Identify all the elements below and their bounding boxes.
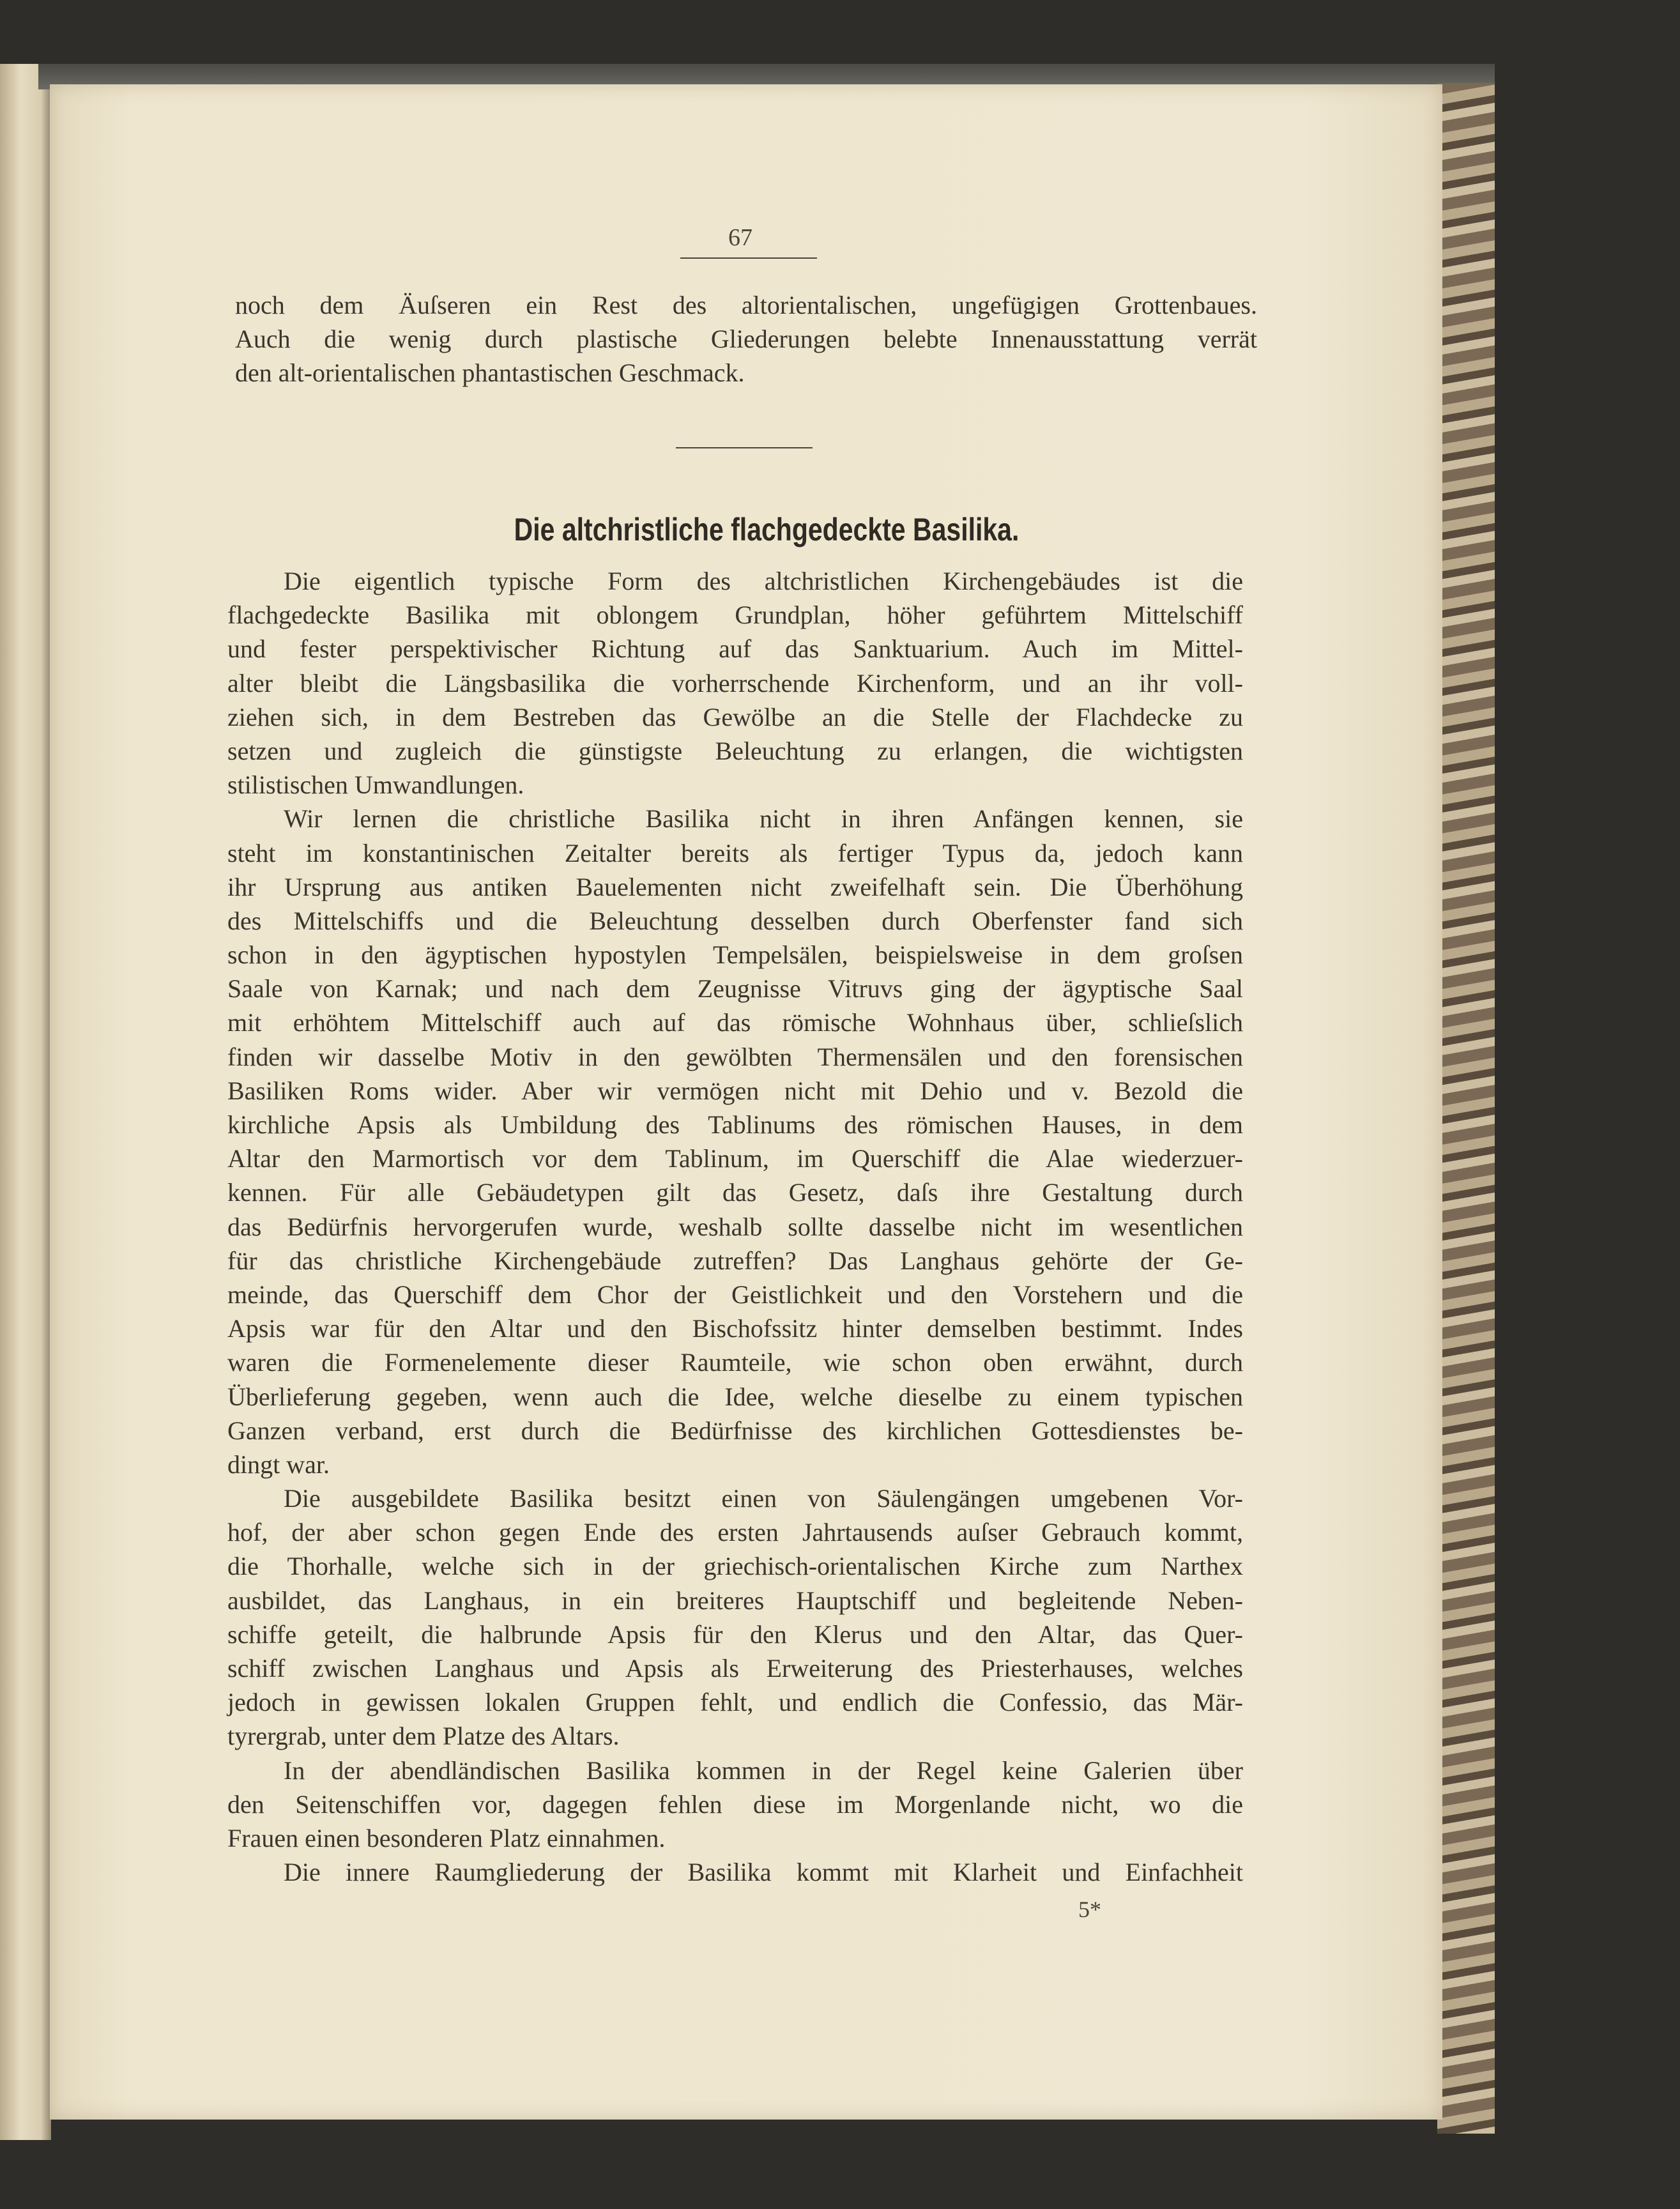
text-line: für das christliche Kirchengebäude zutreffen? Das Langhaus gehörte der Ge-	[227, 1246, 1243, 1275]
text-line: ziehen sich, in dem Bestreben das Gewölbe an die Stelle der Flachdecke zu	[227, 702, 1243, 731]
text-line: Auch die wenig durch plastische Gliederungen belebte Innenausstattung verrät	[235, 325, 1257, 354]
text-line: den Seitenschiffen vor, dagegen fehlen diese im Morgenlande nicht, wo die	[227, 1789, 1243, 1819]
paragraph	[227, 1855, 1243, 1889]
text-line: stilistischen Umwandlungen.	[227, 770, 524, 800]
text-line: Die innere Raumgliederung der Basilika kommt mit Klarheit und Einfachheit	[284, 1858, 1243, 1887]
text-line: ihr Ursprung aus antiken Bauelementen nicht zweifelhaft sein. Die Überhöhung	[227, 872, 1243, 901]
text-line: dingt war.	[227, 1449, 330, 1479]
text-line: waren die Formenelemente dieser Raumteile, wie schon oben erwähnt, durch	[227, 1348, 1243, 1377]
text-line: schon in den ägyptischen hypostylen Tempelsälen, beispielsweise in dem groſsen	[227, 940, 1243, 970]
text-line: alter bleibt die Längsbasilika die vorherrschende Kirchenform, und an ihr voll-	[227, 668, 1243, 698]
page-number: 67	[728, 224, 752, 251]
text-line: flachgedeckte Basilika mit oblongem Grundplan, höher geführtem Mittelschiff	[227, 600, 1243, 630]
text-line: setzen und zugleich die günstigste Beleuchtung zu erlangen, die wichtigsten	[227, 736, 1243, 765]
text-line: das Bedürfnis hervorgerufen wurde, weshalb sollte dasselbe nicht im wesentlichen	[227, 1212, 1243, 1241]
text-line: Apsis war für den Altar und den Bischofssitz hinter demselben bestimmt. Indes	[227, 1314, 1243, 1343]
text-line: steht im konstantinischen Zeitalter bereits als fertiger Typus da, jedoch kann	[227, 838, 1243, 868]
body-text	[227, 564, 1243, 1889]
text-line: Die eigentlich typische Form des altchristlichen Kirchengebäudes ist die	[284, 567, 1243, 595]
text-line: noch dem Äuſseren ein Rest des altorientalischen, ungefügigen Grottenbaues.	[235, 291, 1257, 319]
text-line: tyrergrab, unter dem Platze des Altars.	[227, 1722, 620, 1751]
text-line: schiff zwischen Langhaus und Apsis als Erweiterung des Priesterhauses, welches	[227, 1654, 1243, 1683]
text-line: meinde, das Querschiff dem Chor der Geistlichkeit und den Vorstehern und die	[227, 1280, 1243, 1309]
text-line: finden wir dasselbe Motiv in den gewölbten Thermensälen und den forensischen	[227, 1042, 1243, 1071]
text-line: Frauen einen besonderen Platz einnahmen.	[227, 1823, 666, 1853]
section-heading: Die altchristliche flachgedeckte Basilika.	[514, 512, 1019, 547]
intro-paragraph	[235, 288, 1257, 390]
text-line: des Mittelschiffs und die Beleuchtung desselben durch Oberfenster fand sich	[227, 906, 1243, 935]
text-line: In der abendländischen Basilika kommen in der Regel keine Galerien über	[284, 1755, 1243, 1785]
paragraph	[227, 1754, 1243, 1856]
text-line: Saale von Karnak; und nach dem Zeugnisse Vitruvs ging der ägyptische Saal	[227, 974, 1243, 1004]
paragraph	[227, 564, 1243, 802]
text-line: hof, der aber schon gegen Ende des ersten Jahrtausends auſser Gebrauch kommt,	[227, 1518, 1243, 1547]
text-line: kennen. Für alle Gebäudetypen gilt das Gesetz, daſs ihre Gestaltung durch	[227, 1178, 1243, 1207]
text-line: mit erhöhtem Mittelschiff auch auf das römische Wohnhaus über, schlieſslich	[227, 1008, 1243, 1037]
text-line: Überlieferung gegeben, wenn auch die Idee, welche dieselbe zu einem typischen	[227, 1382, 1243, 1411]
paragraph	[227, 802, 1243, 1481]
section-divider	[676, 447, 813, 448]
text-line: Ganzen verband, erst durch die Bedürfnisse des kirchlichen Gottesdienstes be-	[227, 1416, 1243, 1445]
facing-page-edge	[0, 64, 51, 2140]
text-line: kirchliche Apsis als Umbildung des Tablinums des römischen Hauses, in dem	[227, 1110, 1243, 1139]
text-line: jedoch in gewissen lokalen Gruppen fehlt, und endlich die Confessio, das Mär-	[227, 1688, 1243, 1717]
text-line: ausbildet, das Langhaus, in ein breiteres Hauptschiff und begleitende Neben-	[227, 1586, 1243, 1615]
text-line: und fester perspektivischer Richtung auf das Sanktuarium. Auch im Mittel-	[227, 634, 1243, 664]
text-line: Basiliken Roms wider. Aber wir vermögen nicht mit Dehio und v. Bezold die	[227, 1076, 1243, 1105]
text-line: die Thorhalle, welche sich in der griechisch-orientalischen Kirche zum Narthex	[227, 1552, 1243, 1581]
paragraph	[227, 1481, 1243, 1754]
marbled-page-edge	[1437, 83, 1495, 2134]
text-line: Die ausgebildete Basilika besitzt einen von Säulengängen umgebenen Vor-	[284, 1484, 1243, 1513]
page-number-rule	[680, 257, 817, 259]
text-line: Altar den Marmortisch vor dem Tablinum, im Querschiff die Alae wiederzuer-	[227, 1144, 1243, 1173]
text-line: schiffe geteilt, die halbrunde Apsis für den Klerus und den Altar, das Quer-	[227, 1619, 1243, 1649]
text-line: Wir lernen die christliche Basilika nicht in ihren Anfängen kennen, sie	[284, 804, 1243, 834]
signature-mark: 5*	[1078, 1897, 1101, 1922]
text-line: den alt-orientalischen phantastischen Geschmack.	[235, 358, 745, 388]
